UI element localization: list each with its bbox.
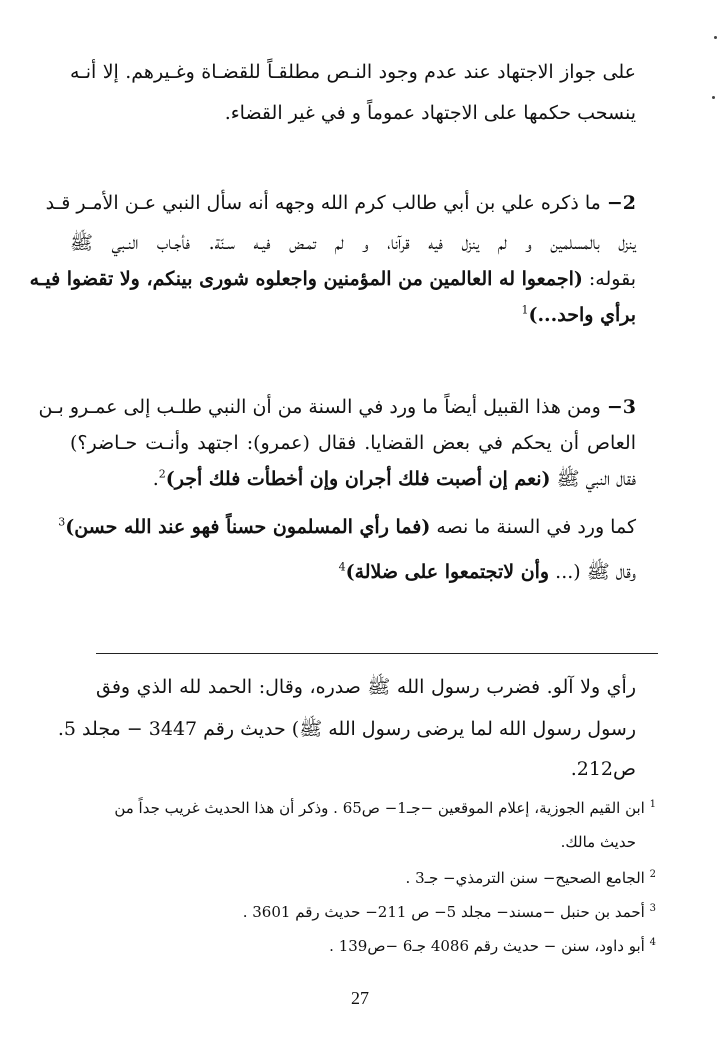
item-text: بقوله:	[582, 268, 636, 290]
list-item-3-line	[70, 464, 636, 494]
hadith-quote: (اجمعوا له العالمين من المؤمنين واجعلوه شورى بينكم، ولا تقضوا فيـه	[29, 268, 583, 290]
footnote-number: 1	[649, 799, 656, 810]
hadith-quote: (فما رأي المسلمون حسناً فهو عند الله حسن)	[65, 516, 431, 538]
scan-speck	[712, 96, 715, 99]
item-number: 3−	[606, 396, 636, 418]
list-item-3-line: العاص أن يحكم في بعض القضايا. فقال (عمرو): اجتهد وأنـت حـاضر؟)	[70, 432, 636, 454]
paragraph-line: ينسحب حكمها على الاجتهاد عموماً و في غير القضاء.	[224, 102, 636, 124]
footnote-3	[96, 900, 656, 924]
page-number: 27	[351, 988, 369, 1008]
footnote-number: 4	[649, 937, 656, 948]
footnote-continuation-line: رسول رسول الله لما يرضى رسول الله ﷺ) حديث رقم 3447 − مجلد 5.	[57, 718, 636, 740]
footnote-ref: 1	[521, 303, 529, 317]
footnote-text: الجامع الصحيح− سنن الترمذي− جـ3 .	[405, 869, 645, 887]
hadith-quote: وأن لاتجتمعوا على ضلالة)	[345, 561, 550, 583]
footnote-4	[96, 934, 656, 958]
item-text: وقال ﷺ (...	[549, 561, 636, 583]
paragraph-line: على جواز الاجتهاد عند عدم وجود النـص مطلقـاً للقضـاة وغـيرهم. إلا أنـه	[70, 61, 636, 83]
list-item-2-line: ينزل بالمسلمين و لم ينزل فيه قرآنا، و لم تمـض فيـه سـنّة. فأجـاب النـبي ﷺ	[70, 232, 636, 254]
footnote-number: 3	[649, 903, 656, 914]
footnote-1-continuation: حديث مالك.	[560, 833, 636, 851]
footnote-2	[96, 866, 656, 890]
footnote-ref: 4	[338, 560, 346, 574]
footnote-continuation-line: رأي ولا آلو. فضرب رسول الله ﷺ صدره، وقال: الحمد لله الذي وفق	[96, 676, 636, 698]
list-item-2-line	[70, 300, 636, 330]
hadith-quote: (نعم إن أصبت فلك أجران وإن أخطأت فلك أجر)	[165, 468, 551, 490]
footnote-1	[96, 796, 656, 820]
footnote-separator	[96, 653, 658, 654]
footnote-ref: 2	[158, 467, 166, 481]
scan-speck	[714, 36, 717, 39]
list-item-3-line	[58, 512, 636, 542]
list-item-3-line	[70, 557, 636, 587]
item-text: كما ورد في السنة ما نصه	[430, 516, 636, 538]
footnote-ref: 3	[58, 515, 66, 529]
footnote-text: أبو داود، سنن − حديث رقم 4086 جـ6 −ص139 .	[329, 937, 645, 955]
item-text: فقال النبي ﷺ	[550, 468, 636, 490]
item-text: .	[152, 468, 159, 490]
item-number: 2−	[606, 192, 636, 214]
footnote-text: أحمد بن حنبل −مسند− مجلد 5− ص 211− حديث رقم 3601 .	[242, 903, 645, 921]
footnote-text: ابن القيم الجوزية، إعلام الموقعين −جـ1− ص65 . وذكر أن هذا الحديث غريب جداً من	[114, 799, 645, 817]
footnote-number: 2	[649, 869, 656, 880]
footnote-continuation-line: ص212.	[570, 758, 636, 780]
list-item-2-line	[45, 188, 636, 218]
list-item-2-line	[29, 264, 636, 294]
list-item-3-line	[38, 392, 636, 422]
item-text: ومن هذا القبيل أيضاً ما ورد في السنة من أن النبي طلـب إلى عمـرو بـن	[38, 396, 601, 418]
item-text: ما ذكره علي بن أبي طالب كرم الله وجهه أنه سأل النبي عـن الأمـر قـد	[45, 192, 601, 214]
hadith-quote: برأي واحد...)	[528, 304, 636, 326]
